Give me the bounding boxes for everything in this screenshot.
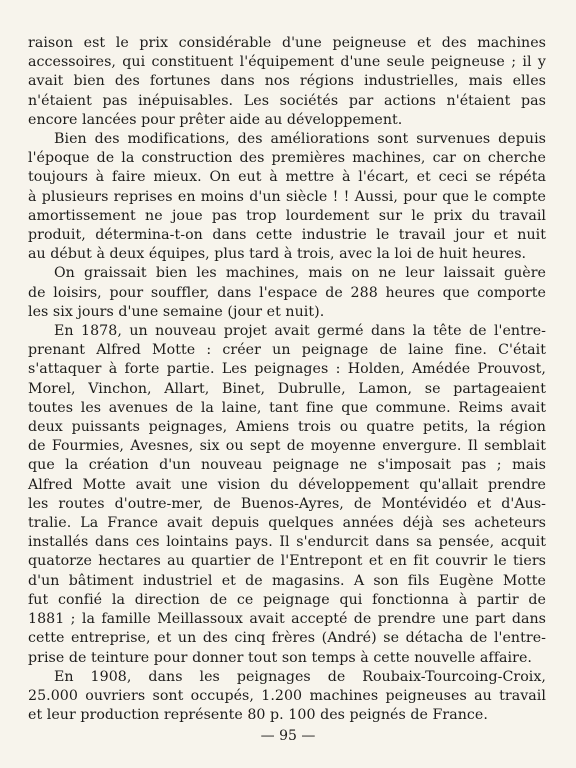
text-line: deux puissants peignages, Amiens trois ou quatre petits, la région xyxy=(28,419,546,436)
text-line: Morel, Vinchon, Allart, Binet, Dubrulle, Lamon, se partageaient xyxy=(28,380,546,397)
text-line: fut confié la direction de ce peignage qui fonctionna à partir de xyxy=(28,591,546,608)
text-line: les routes d'outre-mer, de Buenos-Ayres, de Montévidéo et d'Aus- xyxy=(28,495,546,512)
paragraph xyxy=(28,264,546,322)
text-line: d'un bâtiment industriel et de magasins. A son fils Eugène Motte xyxy=(28,572,546,589)
text-line: toujours à faire mieux. On eut à mettre à l'écart, et ceci se répéta xyxy=(28,169,546,186)
text-line: Bien des modifications, des améliorations sont survenues depuis xyxy=(54,131,546,148)
text-line: quatorze hectares au quartier de l'Entrepont et en fit couvrir le tiers xyxy=(28,553,546,570)
text-line: prenant Alfred Motte : créer un peignage de laine fine. C'était xyxy=(28,342,546,359)
text-line: installés dans ces lointains pays. Il s'endurcit dans sa pensée, acquit xyxy=(28,534,546,551)
text-line: 1881 ; la famille Meillassoux avait accepté de prendre une part dans xyxy=(28,611,546,628)
text-line: s'attaquer à forte partie. Les peignages : Holden, Amédée Prouvost, xyxy=(28,361,546,378)
text-line: En 1908, dans les peignages de Roubaix-Tourcoing-Croix, xyxy=(54,668,546,685)
text-line: toutes les avenues de la laine, tant fine que commune. Reims avait xyxy=(28,399,546,416)
text-line: En 1878, un nouveau projet avait germé dans la tête de l'entre- xyxy=(54,323,546,340)
page-text xyxy=(28,34,546,725)
text-line: Alfred Motte avait une vision du développement qu'allait prendre xyxy=(28,476,546,493)
text-line: l'époque de la construction des premières machines, car on cherche xyxy=(28,150,546,167)
text-line: cette entreprise, et un des cinq frères (André) se détacha de l'entre- xyxy=(28,630,546,647)
paragraph xyxy=(28,668,546,726)
text-line: au début à deux équipes, plus tard à trois, avec la loi de huit heures. xyxy=(28,246,527,263)
text-line: et leur production représente 80 p. 100 des peignés de France. xyxy=(28,707,488,724)
text-line: que la création d'un nouveau peignage ne s'imposait pas ; mais xyxy=(28,457,546,474)
text-line: amortissement ne joue pas trop lourdement sur le prix du travail xyxy=(28,207,546,224)
text-line: raison est le prix considérable d'une peigneuse et des machines xyxy=(28,35,546,51)
page-number: — 95 — xyxy=(260,728,316,744)
text-line: n'étaient pas inépuisables. Les sociétés par actions n'étaient pas xyxy=(28,92,546,109)
text-line: de loisirs, pour souffler, dans l'espace de 288 heures que comporte xyxy=(28,284,546,301)
text-line: accessoires, qui constituent l'équipement d'une seule peigneuse ; il y xyxy=(28,54,546,71)
text-line: de Fourmies, Avesnes, six ou sept de moyenne envergure. Il semblait xyxy=(28,438,546,455)
text-line: On graissait bien les machines, mais on ne leur laissait guère xyxy=(54,265,546,282)
paragraph xyxy=(28,130,546,264)
text-line: encore lancées pour prêter aide au développement. xyxy=(28,111,403,128)
text-line: avait bien des fortunes dans nos régions industrielles, mais elles xyxy=(28,73,546,90)
text-line: 25.000 ouvriers sont occupés, 1.200 machines peigneuses au travail xyxy=(28,687,546,704)
paragraph xyxy=(28,34,546,130)
text-line: tralie. La France avait depuis quelques années déjà ses acheteurs xyxy=(28,515,546,532)
text-line: à plusieurs reprises en moins d'un siècle ! ! Aussi, pour que le compte xyxy=(28,188,546,205)
text-line: produit, détermina-t-on dans cette industrie le travail jour et nuit xyxy=(28,227,546,244)
paragraph xyxy=(28,322,546,668)
text-line: prise de teinture pour donner tout son temps à cette nouvelle affaire. xyxy=(28,649,532,666)
text-line: les six jours d'une semaine (jour et nuit). xyxy=(28,303,325,320)
